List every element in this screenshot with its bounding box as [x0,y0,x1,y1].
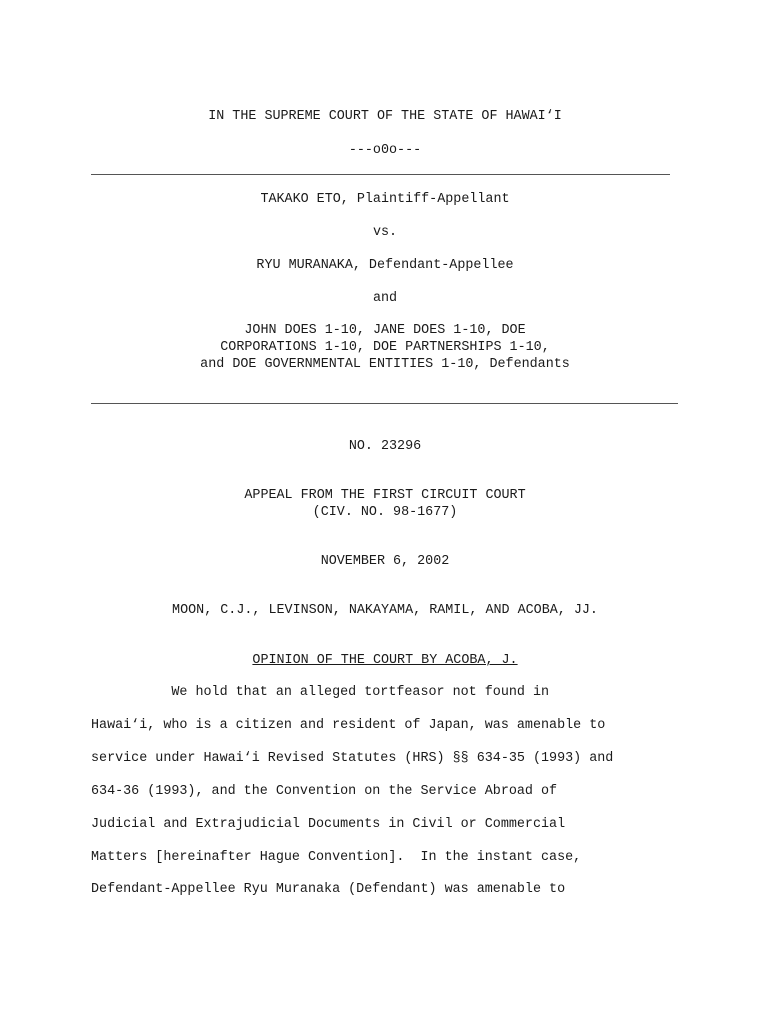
body-line-3: service under Hawai‘i Revised Statutes (HRS) §§ 634-35 (1993) and [91,751,614,766]
appeal-line: APPEAL FROM THE FIRST CIRCUIT COURT [244,488,526,503]
body-line-2: Hawai‘i, who is a citizen and resident of Japan, was amenable to [91,718,606,733]
other-parties-line-3: and DOE GOVERNMENTAL ENTITIES 1-10, Defendants [200,357,570,372]
body-line-6: Matters [hereinafter Hague Convention]. In the instant case, [91,850,582,865]
body-line-5: Judicial and Extrajudicial Documents in Civil or Commercial [91,817,566,832]
opinion-heading [0,652,770,669]
top-rule [91,174,670,175]
plaintiff-line: TAKAKO ETO, Plaintiff-Appellant [260,192,510,207]
and-line: and [372,291,398,306]
body-line-4: 634-36 (1993), and the Convention on the Service Abroad of [91,784,558,799]
decision-date: NOVEMBER 6, 2002 [320,554,450,569]
case-number: NO. 23296 [348,439,422,454]
versus-line: vs. [372,225,398,240]
ornament: ---o0o--- [348,143,422,158]
body-line-7: Defendant-Appellee Ryu Muranaka (Defendant) was amenable to [91,882,566,897]
body-line-1: We hold that an alleged tortfeasor not found in [91,685,550,700]
other-parties-line-1: JOHN DOES 1-10, JANE DOES 1-10, DOE [244,323,526,338]
opinion-heading-text: OPINION OF THE COURT BY ACOBA, J. [252,653,518,668]
other-parties-line-2: CORPORATIONS 1-10, DOE PARTNERSHIPS 1-10, [220,340,550,355]
court-heading: IN THE SUPREME COURT OF THE STATE OF HAWAI‘I [208,109,562,124]
civ-number: (CIV. NO. 98-1677) [312,505,458,520]
caption-bottom-rule [91,403,678,404]
bench-line: MOON, C.J., LEVINSON, NAKAYAMA, RAMIL, AND ACOBA, JJ. [172,603,598,618]
defendant-line: RYU MURANAKA, Defendant-Appellee [256,258,514,273]
